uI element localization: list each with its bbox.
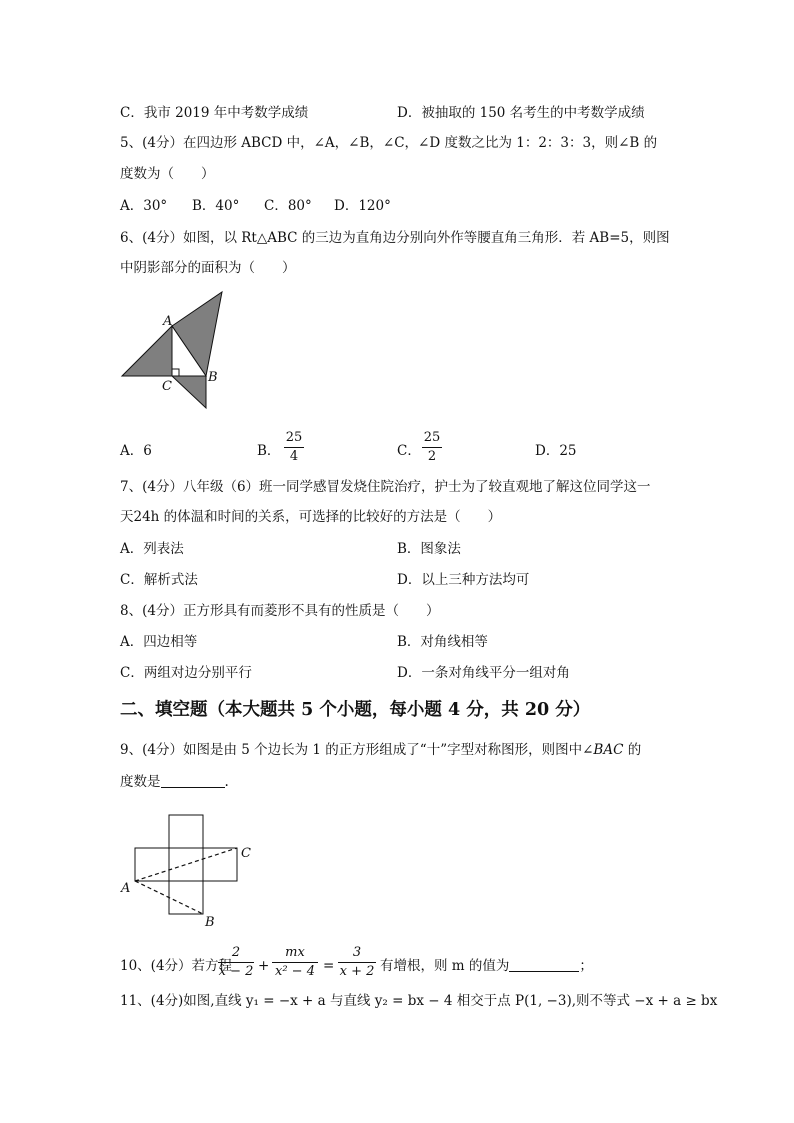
q9-label-c: C bbox=[241, 846, 251, 861]
q6-option-c-prefix: C． bbox=[397, 443, 421, 459]
q10-term3-den: x + 2 bbox=[339, 964, 375, 979]
q9-label-a: A bbox=[121, 881, 131, 896]
q9-stem-suffix: 的 bbox=[623, 742, 642, 758]
q10-term1-den: x − 2 bbox=[218, 964, 254, 979]
q8-option-c: C．两组对边分别平行 bbox=[120, 665, 252, 681]
q7-stem-line1: 7、(4分）八年级（6）班一同学感冒发烧住院治疗，护士为了较直观地了解这位同学这一 bbox=[120, 479, 651, 495]
q7-option-b: B．图象法 bbox=[397, 541, 461, 557]
q6-option-a: A．6 bbox=[120, 443, 152, 459]
q6-option-c-numerator: 25 bbox=[423, 430, 441, 445]
q6-option-b-prefix: B． bbox=[257, 443, 281, 459]
q10-term2-num: mx bbox=[285, 945, 305, 960]
q10-stem-prefix: 10、(4分）若方程 bbox=[120, 958, 233, 974]
q4-option-c: C．我市 2019 年中考数学成绩 bbox=[120, 105, 309, 121]
q10-plus: + bbox=[258, 958, 270, 974]
q10-term3-num: 3 bbox=[352, 945, 362, 960]
q8-option-a: A．四边相等 bbox=[120, 634, 198, 650]
q5-stem-line1: 5、(4分）在四边形 ABCD 中，∠A，∠B，∠C，∠D 度数之比为 1：2：3：3，则∠B 的 bbox=[120, 135, 658, 151]
q10-stem-suffix bbox=[380, 957, 593, 975]
q9-dashed-ac bbox=[135, 848, 237, 881]
q7-option-d: D．以上三种方法均可 bbox=[397, 572, 530, 588]
q6-label-a: A bbox=[163, 314, 173, 329]
q6-option-c-denominator: 2 bbox=[427, 449, 437, 464]
q9-square-center bbox=[169, 848, 203, 881]
q7-stem-line2: 天24h 的体温和时间的关系，可选择的比较好的方法是（ ） bbox=[120, 509, 502, 525]
q11-stem-line1: 11、(4分)如图,直线 y₁ = −x + a 与直线 y₂ = bx − 4 相交于点 P(1, −3),则不等式 −x + a ≥ bx bbox=[120, 993, 718, 1009]
q9-angle-bac: ∠BAC bbox=[582, 742, 624, 758]
q8-option-d: D．一条对角线平分一组对角 bbox=[397, 665, 570, 681]
q10-term1 bbox=[218, 945, 254, 980]
q5-option-b: B．40° bbox=[192, 198, 240, 214]
q9-square-right bbox=[203, 848, 237, 881]
q7-option-a: A．列表法 bbox=[120, 541, 184, 557]
q5-stem-line2: 度数为（ ） bbox=[120, 166, 215, 182]
q7-option-c: C．解析式法 bbox=[120, 572, 198, 588]
q5-option-c: C．80° bbox=[264, 198, 312, 214]
q6-option-b-numerator: 25 bbox=[285, 430, 303, 445]
q10-term2 bbox=[272, 945, 318, 980]
q10-suffix-text: 有增根，则 m 的值为 bbox=[380, 958, 510, 974]
q10-term1-num: 2 bbox=[231, 945, 241, 960]
q10-answer-blank[interactable] bbox=[509, 957, 579, 972]
q9-answer-prefix: 度数是 bbox=[120, 774, 161, 790]
q6-stem-line2: 中阴影部分的面积为（ ） bbox=[120, 260, 296, 276]
q8-option-b: B．对角线相等 bbox=[397, 634, 488, 650]
q6-label-c: C bbox=[162, 379, 172, 394]
q9-stem-text: 9、(4分）如图是由 5 个边长为 1 的正方形组成了“十”字型对称图形，则图中 bbox=[120, 742, 583, 758]
q5-option-d: D．120° bbox=[334, 198, 391, 214]
q9-label-b: B bbox=[205, 915, 215, 930]
q10-end: ； bbox=[579, 958, 593, 974]
q5-option-a: A．30° bbox=[120, 198, 168, 214]
q9-square-bottom bbox=[169, 881, 203, 914]
q8-stem-line1: 8、(4分）正方形具有而菱形不具有的性质是（ ） bbox=[120, 603, 440, 619]
q6-option-b-denominator: 4 bbox=[289, 449, 299, 464]
q6-label-b: B bbox=[208, 370, 218, 385]
q10-equals: = bbox=[323, 958, 335, 974]
q6-stem-line1: 6、(4分）如图，以 Rt△ABC 的三边为直角边分别向外作等腰直角三角形．若 AB=5，则图 bbox=[120, 230, 670, 246]
section-heading: 二、填空题（本大题共 5 个小题，每小题 4 分，共 20 分） bbox=[120, 700, 591, 720]
q6-option-d: D．25 bbox=[535, 443, 577, 459]
q10-term3 bbox=[338, 945, 376, 980]
q4-option-d: D．被抽取的 150 名考生的中考数学成绩 bbox=[397, 105, 645, 121]
q9-answer-suffix: . bbox=[224, 774, 229, 790]
q9-square-top bbox=[169, 815, 203, 848]
q10-term2-den: x² − 4 bbox=[275, 964, 315, 979]
